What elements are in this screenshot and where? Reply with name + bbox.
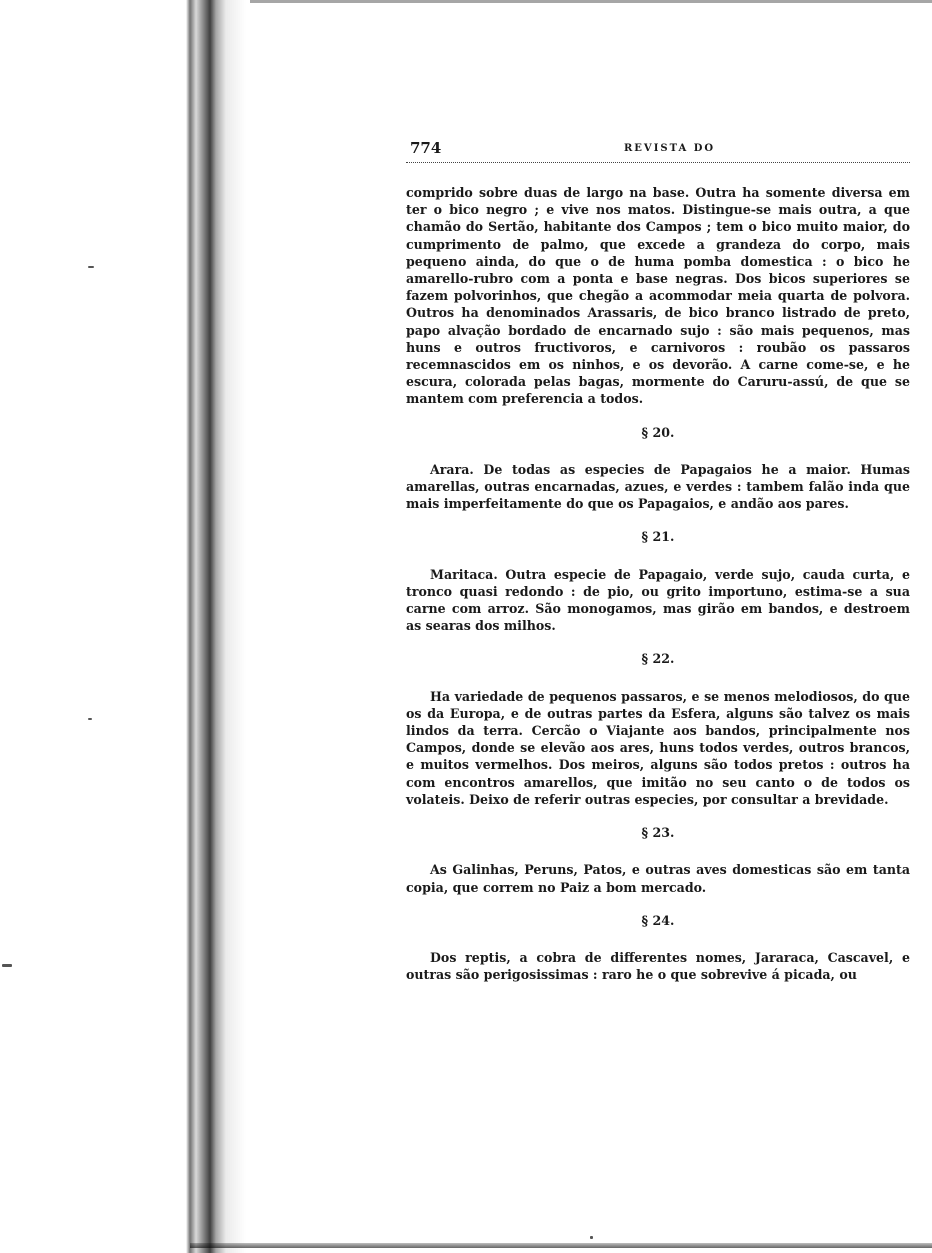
scan-speck: [2, 964, 12, 967]
scan-speck: [88, 718, 92, 720]
section-heading: § 23.: [641, 825, 675, 841]
section-paragraph: Maritaca. Outra especie de Papagaio, verde sujo, cauda curta, e tronco quasi redondo : de pio, ou grito importuno, estima-se a sua carne com arroz. São monogamos, mas girão em bandos, e destroem as searas dos milhos.: [406, 566, 910, 634]
section-heading: § 20.: [641, 424, 675, 440]
section-heading: § 22.: [641, 651, 675, 667]
section-heading: § 21.: [641, 529, 675, 545]
section-heading: § 24.: [641, 912, 675, 928]
section-paragraph: Dos reptis, a cobra de differentes nomes, Jararaca, Cascavel, e outras são perigosissimas : raro he o que sobrevive á picada, ou: [406, 949, 910, 983]
section-paragraph: As Galinhas, Peruns, Patos, e outras aves domesticas são em tanta copia, que correm no Paiz a bom mercado.: [406, 862, 910, 895]
section-paragraph: Ha variedade de pequenos passaros, e se menos melodiosos, do que os da Europa, e de outras partes da Esfera, alguns são talvez os mais lindos da terra. Cercão o Viajante aos bandos, principalmente nos Campos, donde se elevão aos ares, huns todos verdes, outros brancos, e muitos vermelhos. Dos meiros, alguns são todos pretos : outros ha com encontros amarellos, que imitão no seu canto o de todos os volateis. Deixo de referir outras especies, por consultar a brevidade.: [406, 688, 910, 807]
scan-speck: [88, 266, 94, 268]
running-title: REVISTA DO: [624, 143, 716, 154]
running-head: [406, 136, 910, 163]
scan-speck: [590, 1236, 593, 1239]
top-page-edge: [250, 0, 932, 3]
binding-shadow: [186, 0, 246, 1253]
opening-paragraph: comprido sobre duas de largo na base. Outra ha somente diversa em ter o bico negro ; e vive nos matos. Distingue-se mais outra, a que chamão do Sertão, habitante dos Campos ; tem o bico muito maior, do cumprimento de palmo, que excede a grandeza do corpo, mais pequeno ainda, do que o de huma pomba domestica : o bico he amarello-rubro com a ponta e base negras. Dos bicos superiores se fazem polvorinhos, que chegão a acommodar meia quarta de polvora. Outros ha denominados Arassaris, de bico branco listrado de preto, papo alvação bordado de encarnado sujo : são mais pequenos, mas huns e outros fructivoros, e carnivoros : roubão os passaros recemnascidos em os ninhos, e os devorão. A carne come-se, e he escura, colorada pelas bagas, mormente do Caruru-assú, de que se mantem com preferencia a todos.: [406, 185, 910, 407]
section-paragraph: Arara. De todas as especies de Papagaios he a maior. Humas amarellas, outras encarnadas, azues, e verdes : tambem falão inda que mais imperfeitamente do que os Papagaios, e andão aos pares.: [406, 461, 910, 512]
page-number: 774: [410, 139, 442, 157]
bottom-page-edge: [190, 1243, 932, 1248]
body-text: [406, 184, 910, 983]
